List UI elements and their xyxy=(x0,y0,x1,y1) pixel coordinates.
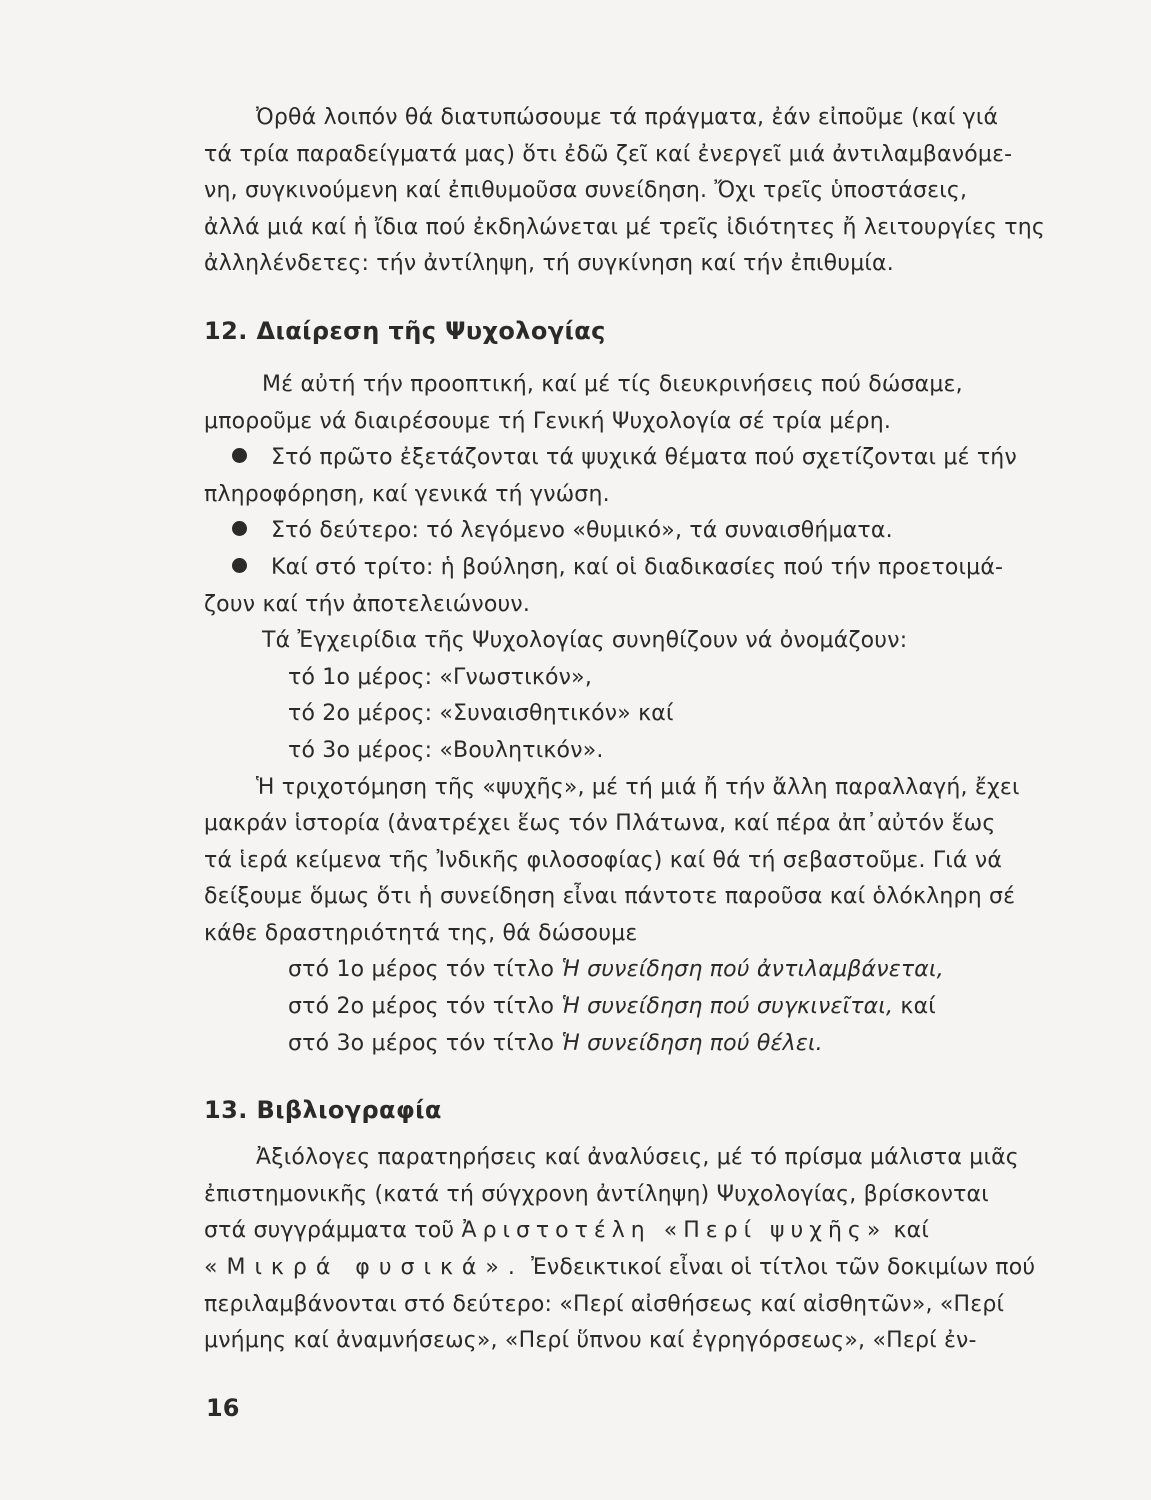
text-line: μακράν ἱστορία (ἀνατρέχει ἕως τόν Πλάτωνα, καί πέρα ἀπ᾽αὐτόν ἕως xyxy=(204,811,996,837)
title-suffix: καί xyxy=(893,994,936,1020)
text-line: νη, συγκινούμενη καί ἐπιθυμοῦσα συνείδηση. Ὄχι τρεῖς ὑποστάσεις, xyxy=(204,178,968,204)
title-italic: Ἡ συνείδηση πού συγκινεῖται, xyxy=(561,994,894,1020)
section-12-paragraph-2 xyxy=(204,770,1056,953)
text-line: ἀλλά μιά καί ἡ ἴδια πού ἐκδηλώνεται μέ τρεῖς ἰδιότητες ἤ λειτουργίες της xyxy=(204,214,1045,240)
text-line xyxy=(204,1213,1056,1250)
title-prefix: στό 1ο μέρος τόν τίτλο xyxy=(288,957,562,983)
title-line-3 xyxy=(204,1026,1056,1063)
bullet-item-1 xyxy=(204,440,1056,513)
title-line-1 xyxy=(204,952,1056,989)
bullet-dot-icon xyxy=(232,448,247,463)
spaced-text: «Μικρά φυσικά». xyxy=(204,1255,524,1281)
text-line: ἐπιστημονικῆς (κατά τή σύγχρονη ἀντίληψη) Ψυχολογίας, βρίσκονται xyxy=(204,1181,989,1207)
text-segment: καί xyxy=(886,1218,930,1244)
part-1-line: τό 1ο μέρος: «Γνωστικόν», xyxy=(288,664,593,690)
text-line: δείξουμε ὅμως ὅτι ἡ συνείδηση εἶναι πάντοτε παροῦσα καί ὁλόκληρη σέ xyxy=(204,884,1016,910)
title-italic: Ἡ συνείδηση πού θέλει. xyxy=(561,1030,823,1056)
text-line: Στό δεύτερο: τό λεγόμενο «θυμικό», τά συναισθήματα. xyxy=(271,518,893,544)
text-line: Στό πρῶτο ἐξετάζονται τά ψυχικά θέματα πού σχετίζονται μέ τήν xyxy=(271,445,1017,471)
title-italic: Ἡ συνείδηση πού ἀντιλαμβάνεται, xyxy=(561,957,944,983)
text-line: Μέ αὐτή τήν προοπτική, καί μέ τίς διευκρινήσεις πού δώσαμε, xyxy=(262,371,963,397)
section-12-paragraph-1 xyxy=(204,367,1056,440)
text-line: πληροφόρηση, καί γενικά τή γνώση. xyxy=(204,481,610,507)
text-line: Ἀξιόλογες παρατηρήσεις καί ἀναλύσεις, μέ τό πρίσμα μάλιστα μιᾶς xyxy=(256,1145,1019,1171)
title-line-2 xyxy=(204,989,1056,1026)
text-line: τά τρία παραδείγματά μας) ὅτι ἐδῶ ζεῖ καί ἐνεργεῖ μιά ἀντιλαμβανόμε- xyxy=(204,141,1013,167)
bullet-item-3 xyxy=(204,550,1056,623)
text-line: περιλαμβάνονται στό δεύτερο: «Περί αἰσθήσεως καί αἰσθητῶν», «Περί xyxy=(204,1291,1005,1317)
text-line: τά ἱερά κείμενα τῆς Ἰνδικῆς φιλοσοφίας) καί θά τή σεβαστοῦμε. Γιά νά xyxy=(204,847,1003,873)
page-number: 16 xyxy=(206,1394,240,1422)
section-12-heading: 12. Διαίρεση τῆς Ψυχολογίας xyxy=(204,316,606,345)
intro-paragraph xyxy=(204,100,1056,283)
title-prefix: στό 2ο μέρος τόν τίτλο xyxy=(288,994,562,1020)
text-line: κάθε δραστηριότητά της, θά δώσουμε xyxy=(204,920,638,946)
text-line: Καί στό τρίτο: ἡ βούληση, καί οἱ διαδικασίες πού τήν προετοιμά- xyxy=(271,554,1004,580)
text-segment: Ἐνδεικτικοί εἶναι οἱ τίτλοι τῶν δοκιμίων πού xyxy=(523,1255,1036,1281)
text-segment: στά συγγράμματα τοῦ xyxy=(204,1218,462,1244)
section-13-paragraph xyxy=(204,1140,1056,1360)
spaced-text: Ἀριστοτέλη «Περί ψυχῆς» xyxy=(461,1218,887,1244)
text-line xyxy=(204,1250,1056,1287)
bullet-item-2 xyxy=(204,513,1056,550)
page-content xyxy=(204,100,1056,1360)
manuals-line: Τά Ἐγχειρίδια τῆς Ψυχολογίας συνηθίζουν νά ὀνομάζουν: xyxy=(262,628,908,654)
text-line: Ἡ τριχοτόμηση τῆς «ψυχῆς», μέ τή μιά ἤ τήν ἄλλη παραλλαγή, ἔχει xyxy=(256,774,1020,800)
section-13-heading: 13. Βιβλιογραφία xyxy=(204,1096,442,1125)
text-line: μνήμης καί ἀναμνήσεως», «Περί ὕπνου καί ἐγρηγόρσεως», «Περί ἐν- xyxy=(204,1328,977,1354)
part-2-line: τό 2ο μέρος: «Συναισθητικόν» καί xyxy=(288,701,674,727)
bullet-dot-icon xyxy=(232,558,247,573)
text-line: ἀλληλένδετες: τήν ἀντίληψη, τή συγκίνηση καί τήν ἐπιθυμία. xyxy=(204,251,894,277)
text-line: μποροῦμε νά διαιρέσουμε τή Γενική Ψυχολογία σέ τρία μέρη. xyxy=(204,408,892,434)
bullet-dot-icon xyxy=(232,521,247,536)
part-3-line: τό 3ο μέρος: «Βουλητικόν». xyxy=(288,737,604,763)
text-line: ζουν καί τήν ἀποτελειώνουν. xyxy=(204,591,531,617)
text-line: Ὀρθά λοιπόν θά διατυπώσουμε τά πράγματα, ἐάν εἰποῦμε (καί γιά xyxy=(256,105,999,130)
title-prefix: στό 3ο μέρος τόν τίτλο xyxy=(288,1030,562,1056)
